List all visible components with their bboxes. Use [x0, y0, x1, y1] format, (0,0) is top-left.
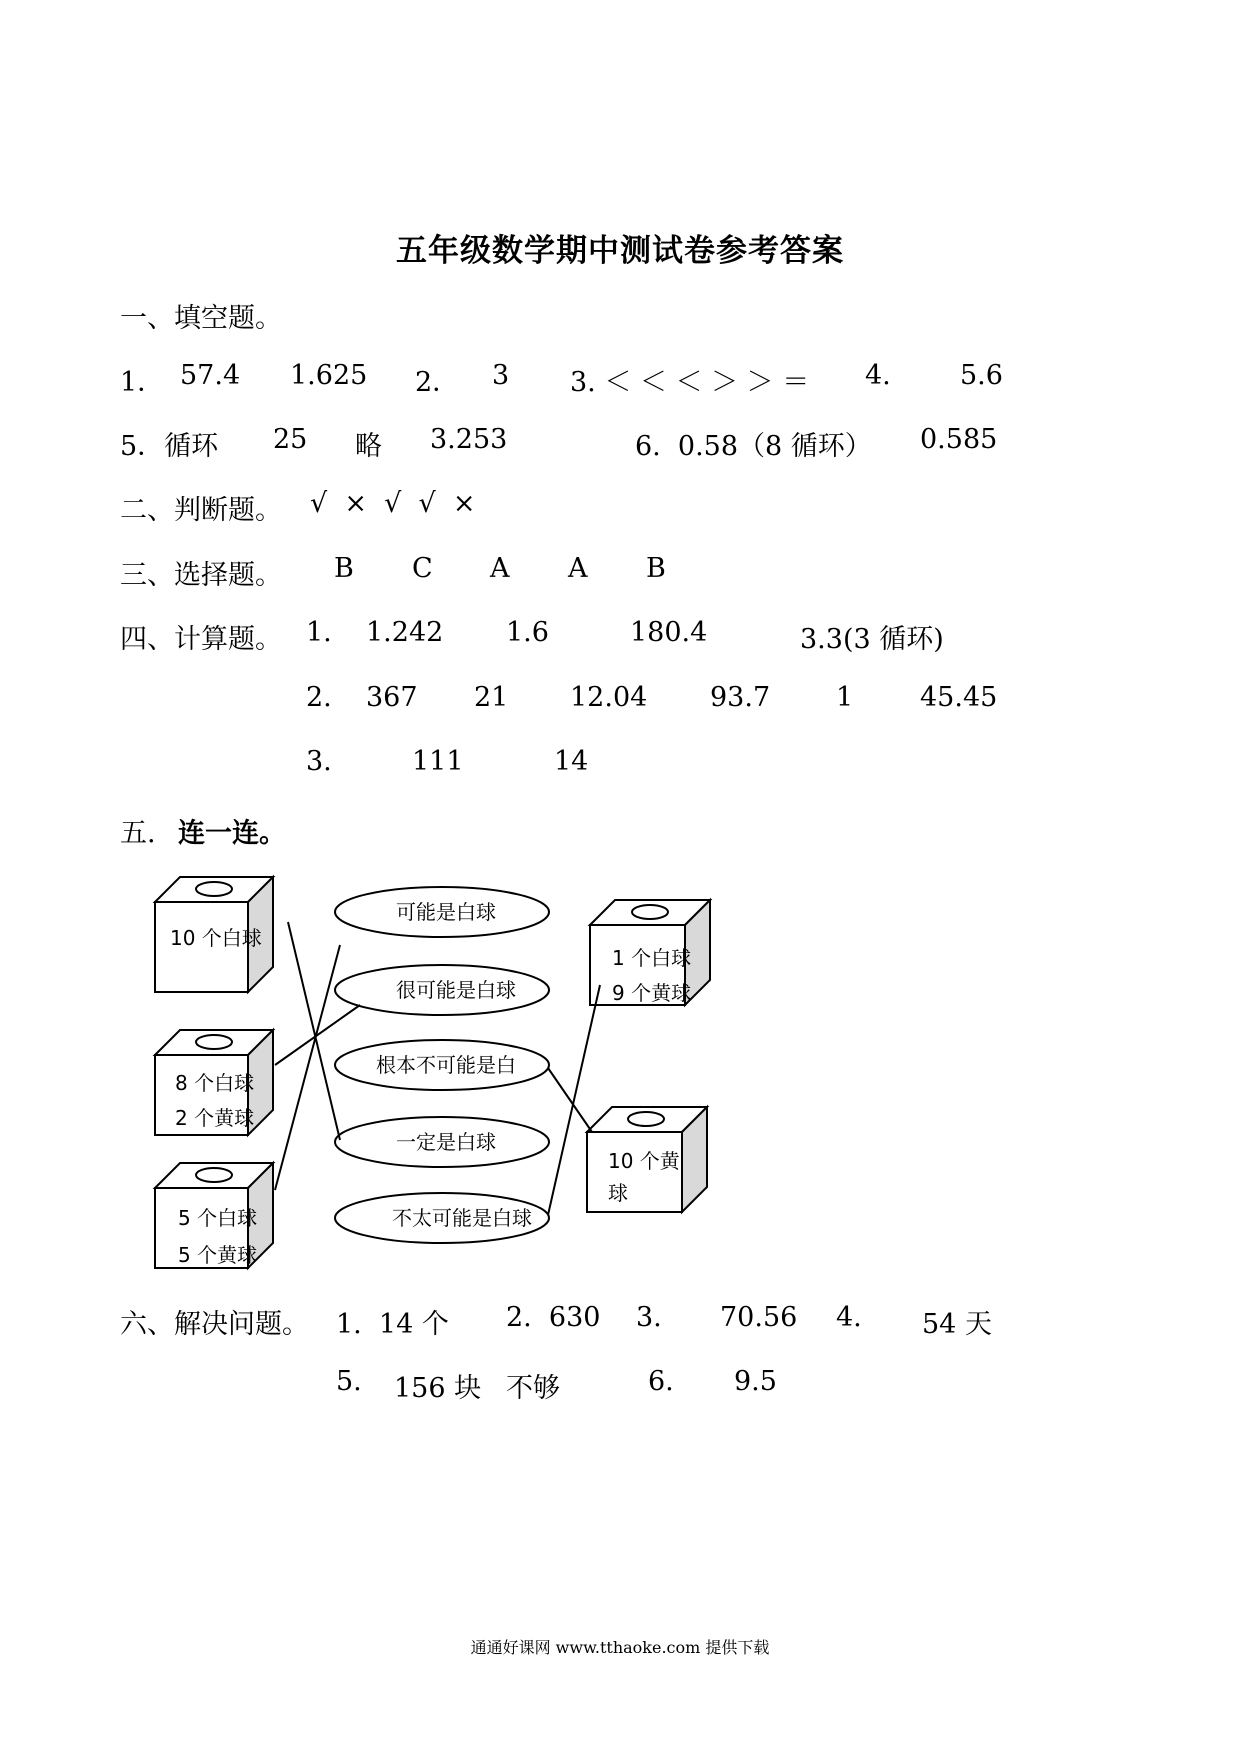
section-heading: 连一连。	[178, 818, 286, 849]
answer-item: 25	[273, 424, 308, 455]
answer-item: 4.	[865, 360, 891, 391]
answer-item: 3. ＜ ＜ ＜ ＞ ＞ ＝	[570, 367, 810, 398]
box-right-1-line2: 9 个黄球	[612, 981, 692, 1005]
oval-3-label: 根本不可能是白	[376, 1053, 516, 1077]
section-heading-prefix: 五.	[120, 818, 156, 849]
answer-item: 45.45	[920, 682, 998, 713]
answer-item: 21	[474, 682, 509, 713]
answer-item: 3.	[636, 1302, 662, 1333]
answer-item: 3	[492, 360, 510, 391]
answer-item: 93.7	[710, 682, 771, 713]
answer-item: 1.6	[506, 617, 549, 648]
box-right-2-line1: 10 个黄	[608, 1149, 680, 1173]
answer-item: 9.5	[734, 1366, 777, 1397]
answer-item: 70.56	[720, 1302, 798, 1333]
answer-item: B	[646, 553, 666, 584]
answer-item: 1．	[120, 367, 165, 398]
answer-item: 5.6	[960, 360, 1003, 391]
answer-item: 5.	[336, 1366, 362, 1397]
section6-row1	[120, 1302, 992, 1342]
section-heading: 四、计算题。	[120, 624, 282, 655]
match-line	[275, 945, 340, 1190]
oval-2-label: 很可能是白球	[396, 978, 516, 1002]
answer-item: 14	[554, 746, 589, 777]
match-line	[548, 1068, 592, 1132]
answer-item: 3.3(3 循环)	[800, 624, 944, 655]
answer-item: 367	[366, 682, 418, 713]
page-title: 五年级数学期中测试卷参考答案	[396, 233, 844, 269]
answer-item: 3.	[306, 746, 332, 777]
box-left-1-label: 10 个白球	[170, 926, 262, 950]
answer-item: 111	[412, 746, 464, 777]
answer-item: 6.	[648, 1366, 674, 1397]
section6-row2	[120, 1366, 777, 1406]
answer-item: 1.	[306, 617, 332, 648]
box-right-1-line1: 1 个白球	[612, 946, 692, 970]
box-left-3-line1: 5 个白球	[178, 1206, 258, 1230]
answer-item: 1.242	[366, 617, 444, 648]
oval-1-label: 可能是白球	[396, 900, 496, 924]
answer-item: 180.4	[630, 617, 708, 648]
section-heading: 二、判断题。	[120, 495, 282, 526]
box-right-2-line2: 球	[608, 1181, 628, 1205]
match-line	[288, 922, 340, 1140]
answer-item: 1.625	[290, 360, 368, 391]
answer-item: 156 块	[394, 1373, 482, 1404]
oval-5-label: 不太可能是白球	[392, 1206, 532, 1230]
answer-item: 57.4	[180, 360, 241, 391]
answer-item: 0.585	[920, 424, 998, 455]
answer-item: 12.04	[570, 682, 648, 713]
answer-item: 5．循环	[120, 431, 219, 462]
oval-4-label: 一定是白球	[396, 1130, 496, 1154]
section-heading: 六、解决问题。	[120, 1309, 309, 1340]
answer-item: A	[568, 553, 588, 584]
answer-item: 1. 14 个	[336, 1309, 449, 1340]
answer-item: 6. 0.58（8 循环）	[635, 431, 872, 462]
answer-item: A	[490, 553, 510, 584]
section-heading: 一、填空题。	[120, 303, 282, 334]
answer-item: 2．	[415, 367, 460, 398]
answer-item: 不够	[506, 1373, 560, 1404]
answer-item: 略	[355, 431, 382, 462]
box-left-3-line2: 5 个黄球	[178, 1243, 258, 1267]
answer-item: B	[334, 553, 354, 584]
footer: 通通好课网 www.tthaoke.com 提供下载	[470, 1638, 770, 1657]
answer-item: √ × √ √ ×	[310, 488, 476, 519]
answer-item: 54 天	[922, 1309, 992, 1340]
answer-item: 2. 630	[506, 1302, 601, 1333]
answer-item: C	[412, 553, 433, 584]
answer-item: 4.	[836, 1302, 862, 1333]
answer-item: 1	[836, 682, 854, 713]
section-heading: 三、选择题。	[120, 560, 282, 591]
answer-item: 3.253	[430, 424, 508, 455]
answer-item: 2.	[306, 682, 332, 713]
box-left-2-line2: 2 个黄球	[175, 1106, 255, 1130]
box-left-2-line1: 8 个白球	[175, 1071, 255, 1095]
